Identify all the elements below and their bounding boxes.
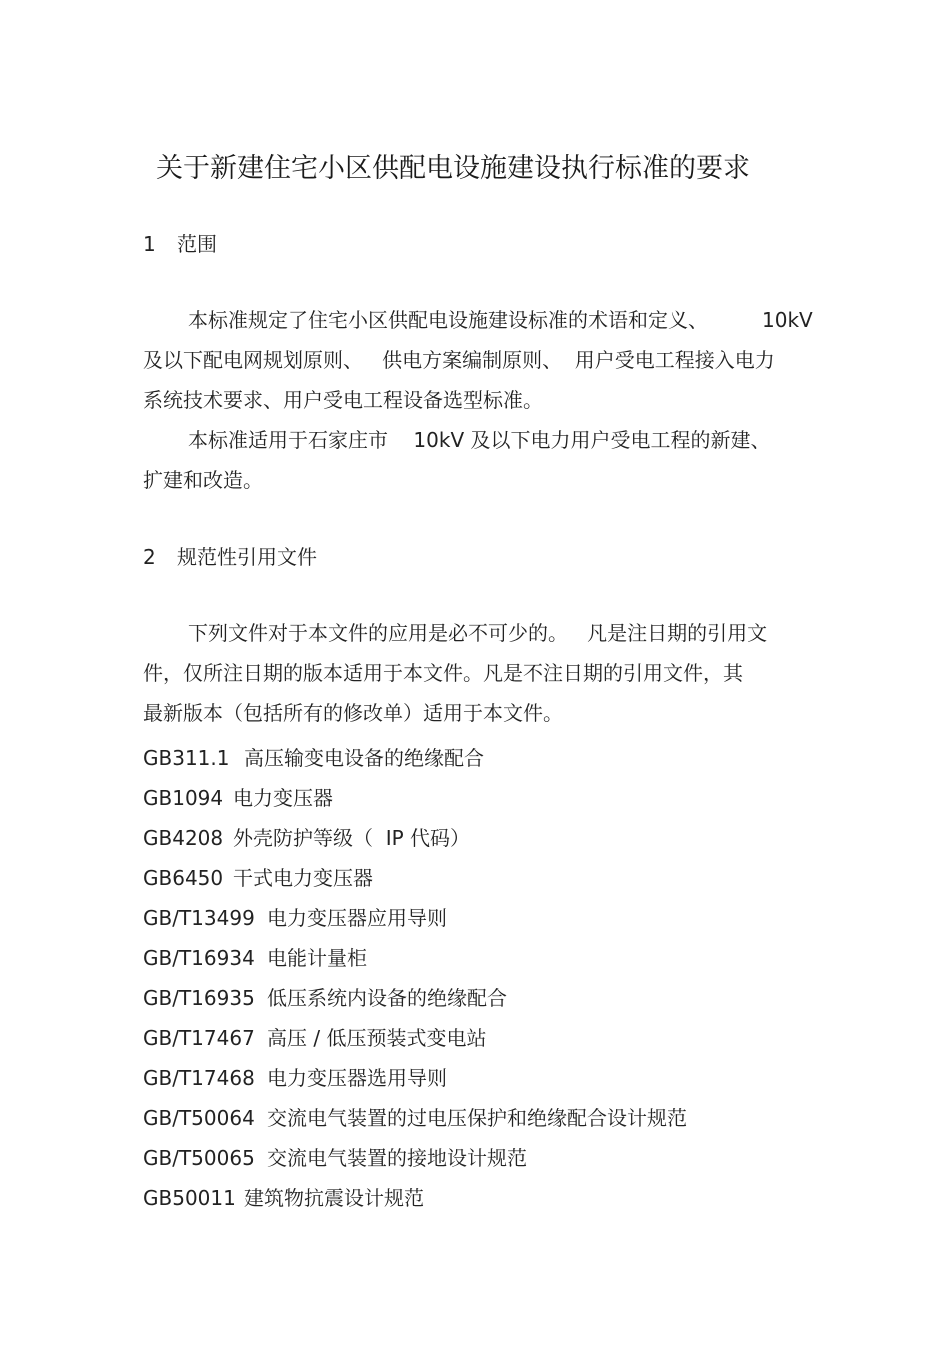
reference-item: [143, 1142, 527, 1171]
reference-code: GB4208: [143, 826, 224, 850]
document-title: 关于新建住宅小区供配电设施建设执行标准的要求: [156, 153, 750, 184]
reference-code: GB/T13499: [143, 906, 255, 930]
reference-item: [143, 1022, 486, 1051]
section-title: 规范性引用文件: [177, 545, 317, 569]
section-number: 2: [143, 545, 156, 569]
reference-title: 高压 / 低压预装式变电站: [267, 1026, 487, 1050]
reference-item: [143, 942, 367, 971]
reference-item: [143, 782, 333, 811]
reference-title: 高压输变电设备的绝缘配合: [244, 746, 484, 770]
reference-title: 交流电气装置的过电压保护和绝缘配合设计规范: [267, 1106, 687, 1130]
reference-item: [143, 822, 470, 851]
reference-title: 干式电力变压器: [233, 866, 373, 890]
scope-paragraph-2-line-2: 扩建和改造。: [143, 468, 263, 492]
reference-item: [143, 902, 447, 931]
scope-paragraph-1-line-1: 本标准规定了住宅小区供配电设施建设标准的术语和定义、: [188, 308, 708, 332]
reference-title: 外壳防护等级（ IP 代码）: [233, 826, 471, 850]
reference-title: 电力变压器选用导则: [267, 1066, 447, 1090]
reference-code: GB/T16934: [143, 946, 255, 970]
reference-code: GB311.1: [143, 746, 230, 770]
reference-title: 电力变压器应用导则: [267, 906, 447, 930]
reference-item: [143, 742, 484, 771]
references-intro-line-1: 下列文件对于本文件的应用是必不可少的。 凡是注日期的引用文: [188, 621, 768, 645]
scope-paragraph-1-line-1-tail: 10kV: [762, 308, 813, 332]
reference-code: GB50011: [143, 1186, 236, 1210]
section-title: 范围: [177, 232, 217, 256]
scope-paragraph-1-line-3: 系统技术要求、用户受电工程设备选型标准。: [143, 388, 543, 412]
reference-code: GB1094: [143, 786, 224, 810]
section-heading-scope: [143, 228, 217, 257]
reference-item: [143, 1062, 447, 1091]
reference-title: 电力变压器: [233, 786, 333, 810]
reference-code: GB6450: [143, 866, 224, 890]
scope-paragraph-2-line-1: 本标准适用于石家庄市 10kV 及以下电力用户受电工程的新建、: [188, 428, 771, 452]
reference-title: 电能计量柜: [267, 946, 367, 970]
reference-title: 建筑物抗震设计规范: [244, 1186, 424, 1210]
references-intro-line-3: 最新版本（包括所有的修改单）适用于本文件。: [143, 701, 563, 725]
section-heading-references: [143, 541, 317, 570]
reference-item: [143, 1102, 687, 1131]
reference-item: [143, 1182, 424, 1211]
section-number: 1: [143, 232, 156, 256]
references-intro-line-2: 件，仅所注日期的版本适用于本文件。凡是不注日期的引用文件，其: [143, 661, 743, 685]
scope-paragraph-1-line-2: 及以下配电网规划原则、 供电方案编制原则、 用户受电工程接入电力: [143, 348, 775, 372]
reference-code: GB/T50064: [143, 1106, 255, 1130]
reference-title: 交流电气装置的接地设计规范: [267, 1146, 527, 1170]
reference-item: [143, 982, 507, 1011]
reference-code: GB/T50065: [143, 1146, 255, 1170]
reference-title: 低压系统内设备的绝缘配合: [267, 986, 507, 1010]
reference-item: [143, 862, 373, 891]
reference-code: GB/T17467: [143, 1026, 255, 1050]
reference-code: GB/T16935: [143, 986, 255, 1010]
reference-code: GB/T17468: [143, 1066, 255, 1090]
